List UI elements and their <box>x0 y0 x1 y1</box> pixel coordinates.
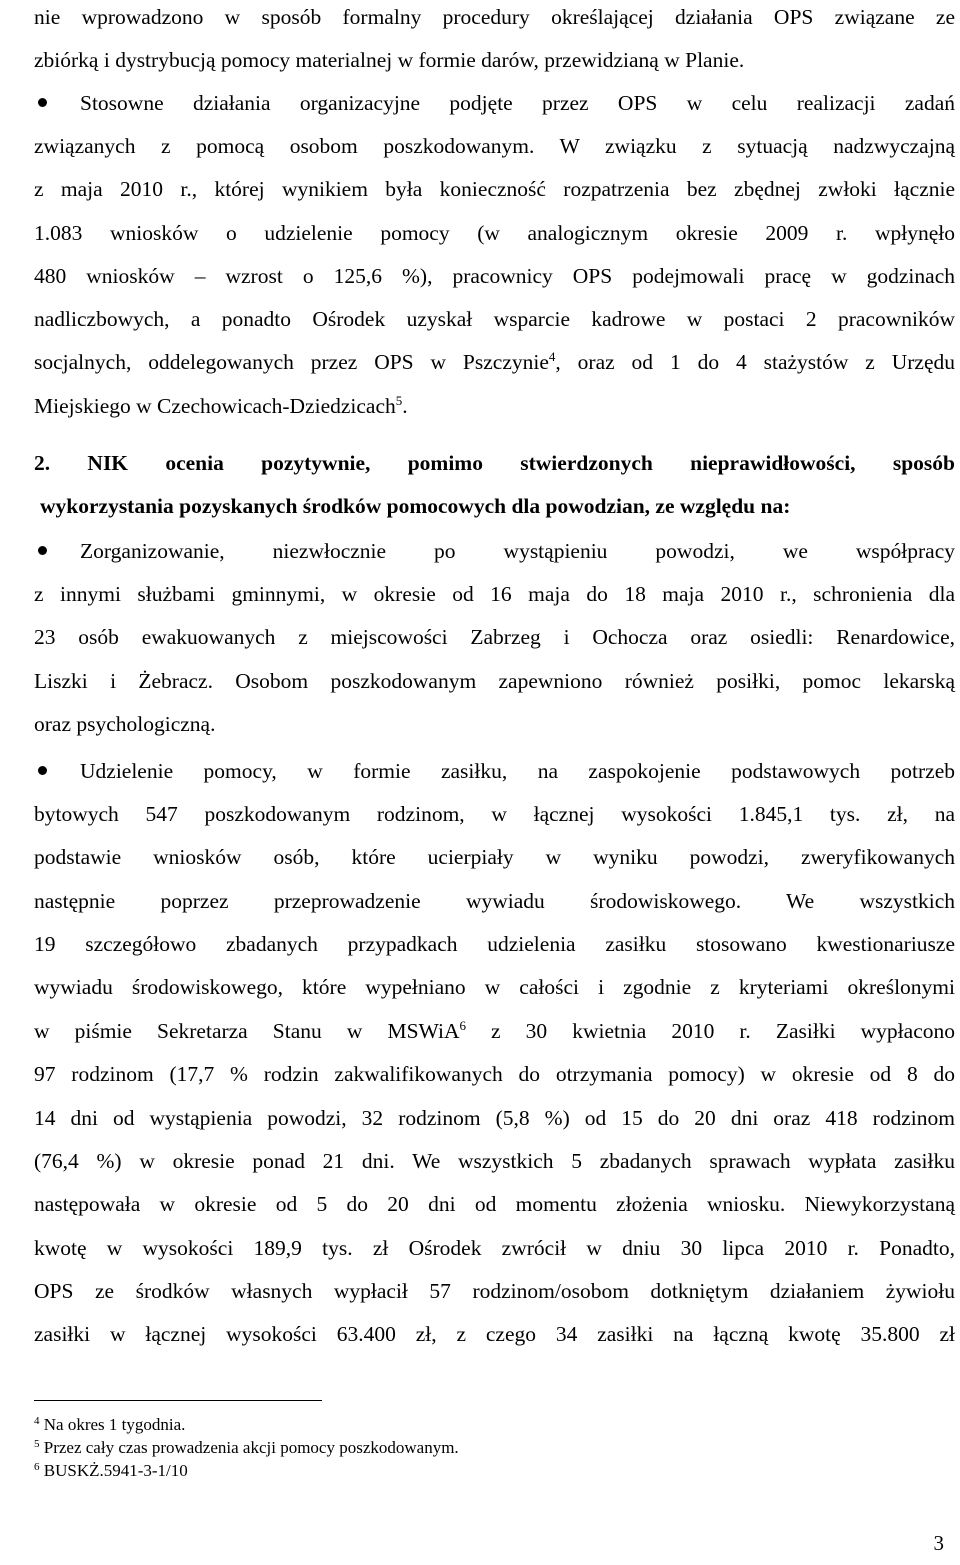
paragraph-line: kwotę w wysokości 189,9 tys. zł Ośrodek zwrócił w dniu 30 lipca 2010 r. Ponadto, <box>34 1236 955 1260</box>
paragraph-line <box>34 348 955 376</box>
paragraph-line: 23 osób ewakuowanych z miejscowości Zabrzeg i Ochocza oraz osiedli: Renardowice, <box>34 625 955 649</box>
line-text: . <box>402 394 408 418</box>
bullet-icon <box>38 98 47 107</box>
paragraph-line: wywiadu środowiskowego, które wypełniano w całości i zgodnie z kryteriami określonymi <box>34 975 955 999</box>
section-heading: wykorzystania pozyskanych środków pomocowych dla powodzian, ze względu na: <box>40 494 791 518</box>
paragraph-line: nadliczbowych, a ponadto Ośrodek uzyskał wsparcie kadrowe w postaci 2 pracowników <box>34 307 955 331</box>
paragraph-line: (76,4 %) w okresie ponad 21 dni. We wszystkich 5 zbadanych sprawach wypłata zasiłku <box>34 1149 955 1173</box>
paragraph-line <box>34 1017 955 1045</box>
page-number: 3 <box>933 1531 944 1555</box>
paragraph-line: Zorganizowanie, niezwłocznie po wystąpieniu powodzi, we współpracy <box>80 539 955 563</box>
footnote-ref: 5 <box>395 393 403 408</box>
paragraph-line: OPS ze środków własnych wypłacił 57 rodzinom/osobom dotkniętym działaniem żywiołu <box>34 1279 955 1303</box>
paragraph-line: Stosowne działania organizacyjne podjęte przez OPS w celu realizacji zadań <box>80 91 955 115</box>
footnote-text: Przez cały czas prowadzenia akcji pomocy poszkodowanym. <box>43 1438 459 1457</box>
paragraph-line: 480 wniosków – wzrost o 125,6 %), pracownicy OPS podejmowali pracę w godzinach <box>34 264 955 288</box>
footnote <box>34 1438 459 1458</box>
paragraph-line: oraz psychologiczną. <box>34 712 216 736</box>
paragraph-line: zbiórką i dystrybucją pomocy materialnej w formie darów, przewidzianą w Planie. <box>34 48 745 72</box>
paragraph-line: 19 szczegółowo zbadanych przypadkach udzielenia zasiłku stosowano kwestionariusze <box>34 932 955 956</box>
footnote <box>34 1415 185 1435</box>
paragraph-line <box>34 392 408 420</box>
paragraph-line: z innymi służbami gminnymi, w okresie od 16 maja do 18 maja 2010 r., schronienia dla <box>34 582 955 606</box>
paragraph-line: Liszki i Żebracz. Osobom poszkodowanym zapewniono również posiłki, pomoc lekarską <box>34 669 955 693</box>
paragraph-line: następowała w okresie od 5 do 20 dni od momentu złożenia wniosku. Niewykorzystaną <box>34 1192 955 1216</box>
paragraph-line: 14 dni od wystąpienia powodzi, 32 rodzinom (5,8 %) od 15 do 20 dni oraz 418 rodzinom <box>34 1106 955 1130</box>
footnote-text: BUSKŻ.5941-3-1/10 <box>43 1461 188 1480</box>
bullet-icon <box>38 546 47 555</box>
footnote-text: Na okres 1 tygodnia. <box>43 1415 186 1434</box>
bullet-icon <box>38 766 47 775</box>
paragraph-line: podstawie wniosków osób, które ucierpiały w wyniku powodzi, zweryfikowanych <box>34 845 955 869</box>
line-text: socjalnych, oddelegowanych przez OPS w Pszczynie <box>34 350 549 374</box>
footnote-ref: 4 <box>548 349 556 364</box>
footnote-ref: 6 <box>459 1018 466 1033</box>
paragraph-line: nie wprowadzono w sposób formalny procedury określającej działania OPS związane ze <box>34 5 955 29</box>
footnote-number: 4 <box>34 1415 40 1427</box>
paragraph-line: bytowych 547 poszkodowanym rodzinom, w łącznej wysokości 1.845,1 tys. zł, na <box>34 802 955 826</box>
line-text: , oraz od 1 do 4 stażystów z Urzędu <box>555 350 955 374</box>
footnote-number: 6 <box>34 1461 40 1473</box>
footnote-separator <box>34 1400 322 1401</box>
footnote-number: 5 <box>34 1438 40 1450</box>
paragraph-line: 1.083 wniosków o udzielenie pomocy (w analogicznym okresie 2009 r. wpłynęło <box>34 221 955 245</box>
line-text: w piśmie Sekretarza Stanu w MSWiA <box>34 1019 460 1043</box>
paragraph-line: Udzielenie pomocy, w formie zasiłku, na zaspokojenie podstawowych potrzeb <box>80 759 955 783</box>
line-text: z 30 kwietnia 2010 r. Zasiłki wypłacono <box>465 1019 955 1043</box>
section-heading: 2. NIK ocenia pozytywnie, pomimo stwierdzonych nieprawidłowości, sposób <box>34 451 955 475</box>
paragraph-line: związanych z pomocą osobom poszkodowanym. W związku z sytuacją nadzwyczajną <box>34 134 955 158</box>
paragraph-line: zasiłki w łącznej wysokości 63.400 zł, z czego 34 zasiłki na łączną kwotę 35.800 zł <box>34 1322 955 1346</box>
footnote <box>34 1461 188 1481</box>
paragraph-line: z maja 2010 r., której wynikiem była konieczność rozpatrzenia bez zbędnej zwłoki łącznie <box>34 177 955 201</box>
paragraph-line: następnie poprzez przeprowadzenie wywiadu środowiskowego. We wszystkich <box>34 889 955 913</box>
paragraph-line: 97 rodzinom (17,7 % rodzin zakwalifikowanych do otrzymania pomocy) w okresie od 8 do <box>34 1062 955 1086</box>
line-text: Miejskiego w Czechowicach-Dziedzicach <box>34 394 396 418</box>
